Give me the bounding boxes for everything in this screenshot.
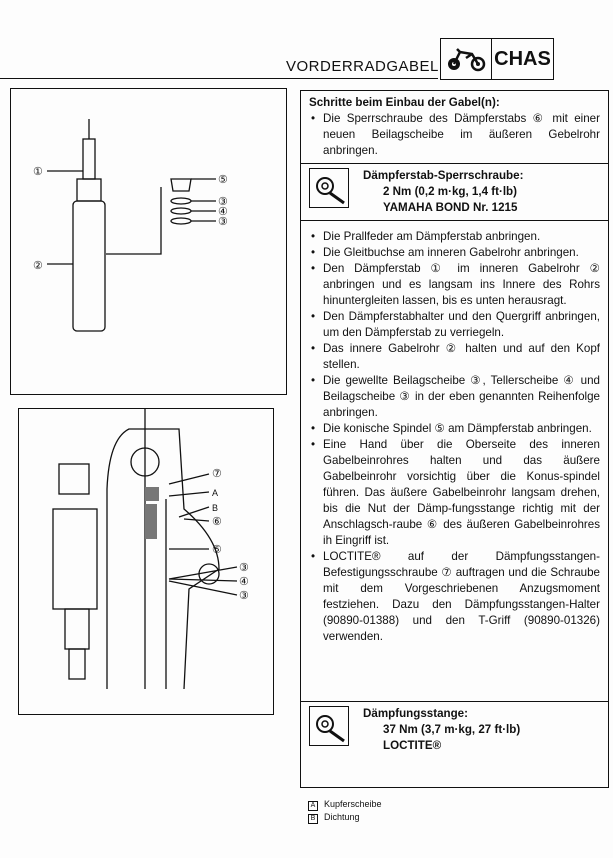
spec-torque: 37 Nm (3,7 m·kg, 27 ft·lb) bbox=[383, 723, 521, 736]
callout-3b: ③ bbox=[239, 590, 249, 602]
list-item: • LOCTITE® auf der Dämpfungsstangen-Befestigungsschraube ⑦ auftragen und die Schraube mit dem Vorgeschriebenen Anzugsmoment festziehen. Dazu den Dämpfungsstangen-Halter (90890-01388) und den T-Griff (90890-01326) verwenden. bbox=[323, 549, 600, 645]
header-rule bbox=[0, 78, 438, 79]
list-item: • Eine Hand über die Oberseite des inneren Gabelbeinrohres halten und das äußere Gabelbeinrohr vorsichtig über die Konus-spindel führen. Das äußere Gabelbeinrohr langsam drehen, bis die Nut der Dämp-fungsstange richtig mit der Anschlagsch-raube ⑥ des äußeren Gabelbeinrohres ih Eingriff ist. bbox=[323, 437, 600, 549]
spec-title: Dämpferstab-Sperrschraube: bbox=[363, 169, 524, 182]
list-item: • Die konische Spindel ⑤ am Dämpferstab anbringen. bbox=[323, 421, 600, 437]
callout-5: ⑤ bbox=[218, 174, 228, 186]
intro-section bbox=[301, 91, 608, 164]
steps-section bbox=[301, 221, 608, 702]
section-badge bbox=[440, 38, 554, 80]
callout-2: ② bbox=[33, 260, 43, 272]
legend-label: Dichtung bbox=[324, 812, 360, 822]
list-item: • Den Dämpferstab ① im inneren Gabelrohr ② anbringen und es langsam ins Innere des Rohrs hinuntergleiten lassen, bis es unten herausragt. bbox=[323, 261, 600, 309]
motorcycle-icon bbox=[441, 39, 492, 79]
callout-3a: ③ bbox=[239, 562, 249, 574]
callout-3a: ③ bbox=[218, 196, 228, 208]
callout-5: ⑤ bbox=[212, 544, 222, 556]
torque-spec-2 bbox=[301, 702, 608, 758]
list-item: • Die Prallfeder am Dämpferstab anbringen. bbox=[323, 229, 600, 245]
legend bbox=[308, 798, 382, 824]
figure-fork-cross-section bbox=[18, 408, 274, 715]
torque-spec-1 bbox=[301, 164, 608, 221]
list-item: • Die gewellte Beilagscheibe ③, Tellerscheibe ④ und Beilagscheibe ③ in der eben genannten Reihenfolge anbringen. bbox=[323, 373, 600, 421]
figure-damper-rod-assembly bbox=[10, 88, 287, 395]
list-item: • Den Dämpferstabhalter und den Quergriff anbringen, um den Dämpferstab zu verriegeln. bbox=[323, 309, 600, 341]
spec-note: YAMAHA BOND Nr. 1215 bbox=[383, 201, 518, 214]
intro-heading: Schritte beim Einbau der Gabel(n): bbox=[309, 96, 500, 109]
list-item: • Das innere Gabelrohr ② halten und auf den Kopf stellen. bbox=[323, 341, 600, 373]
callout-B: B bbox=[212, 503, 219, 513]
callout-4: ④ bbox=[239, 576, 249, 588]
instructions-column bbox=[300, 90, 609, 788]
section-code: CHAS bbox=[494, 47, 551, 70]
list-item: • Die Gleitbuchse am inneren Gabelrohr anbringen. bbox=[323, 245, 600, 261]
torque-wrench-icon bbox=[309, 706, 349, 746]
callout-7: ⑦ bbox=[212, 468, 222, 480]
callout-3b: ③ bbox=[218, 216, 228, 228]
callout-4: ④ bbox=[218, 206, 228, 218]
spec-title: Dämpfungsstange: bbox=[363, 707, 468, 720]
spec-note: LOCTITE® bbox=[383, 739, 442, 752]
legend-item bbox=[308, 798, 382, 811]
legend-key: B bbox=[308, 814, 318, 824]
legend-key: A bbox=[308, 801, 318, 811]
legend-item bbox=[308, 811, 382, 824]
callout-6: ⑥ bbox=[212, 516, 222, 528]
callout-1: ① bbox=[33, 166, 43, 178]
legend-label: Kupferscheibe bbox=[324, 799, 382, 809]
list-item: • Die Sperrschraube des Dämpferstabs ⑥ mit einer neuen Beilagscheibe im äußeren Gebelrohr anbringen. bbox=[323, 111, 600, 159]
callout-A: A bbox=[212, 488, 219, 498]
torque-wrench-icon bbox=[309, 168, 349, 208]
spec-torque: 2 Nm (0,2 m·kg, 1,4 ft·lb) bbox=[383, 185, 517, 198]
page-title: VORDERRADGABEL bbox=[286, 58, 439, 75]
